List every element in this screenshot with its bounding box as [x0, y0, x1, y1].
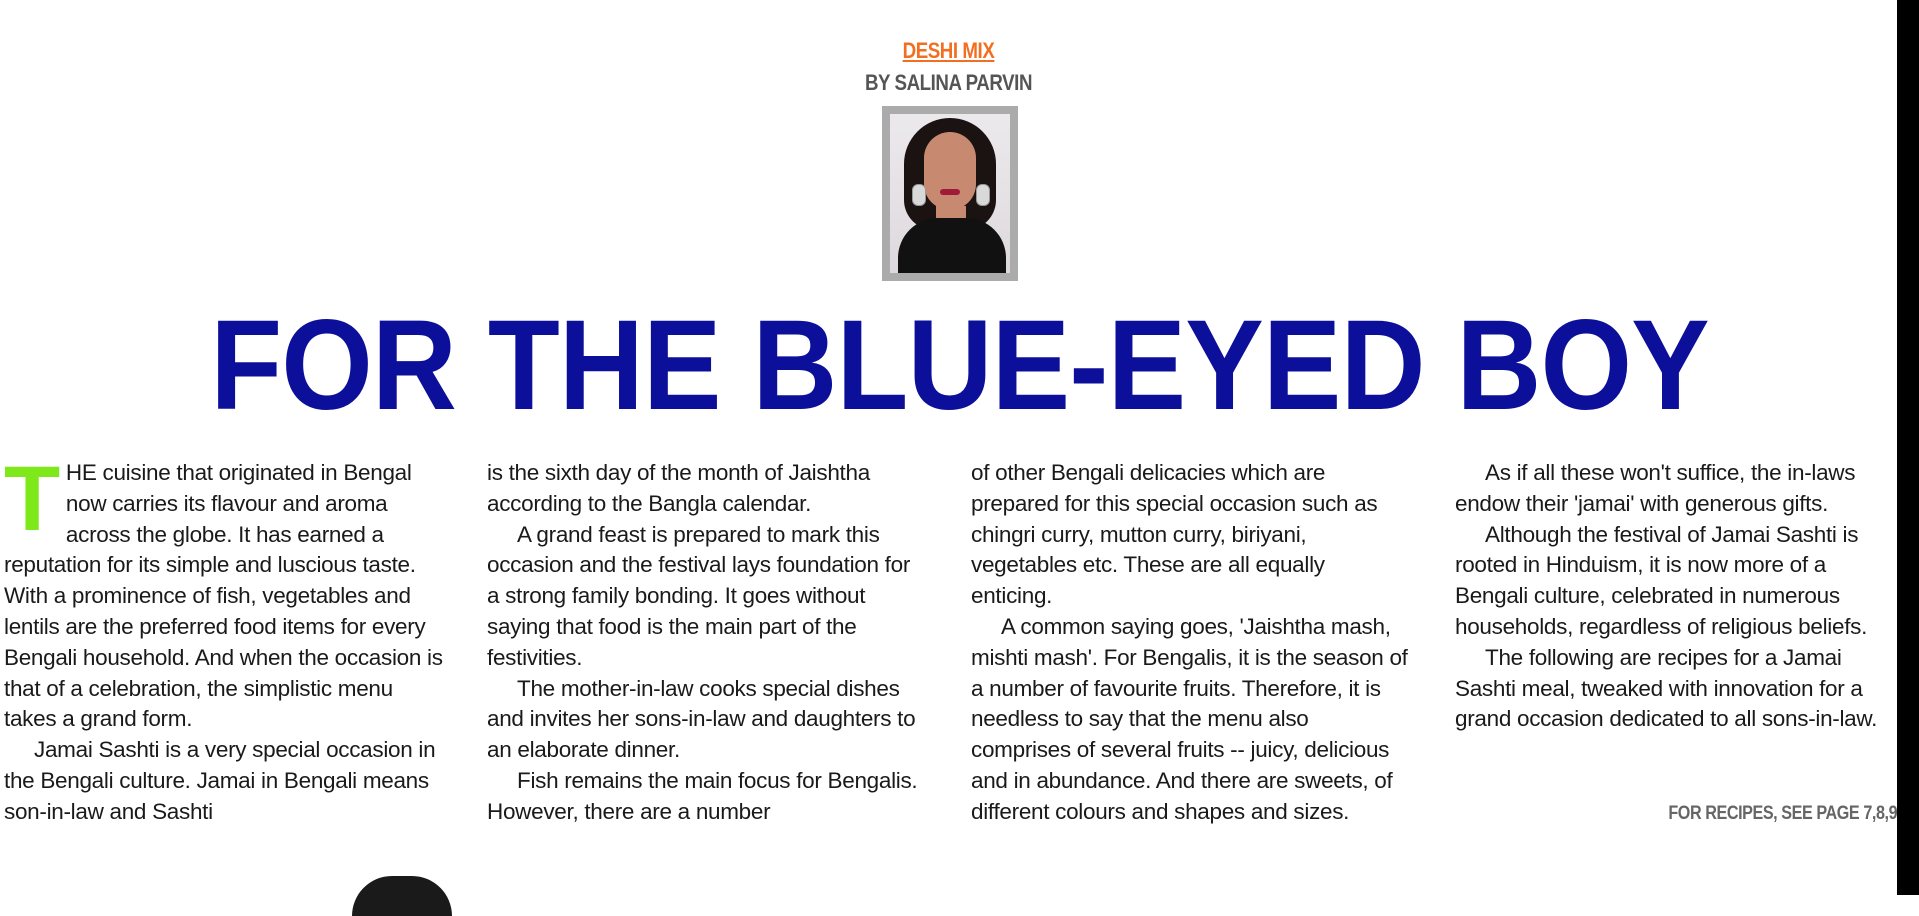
paragraph: As if all these won't suffice, the in-laws endow their 'jamai' with generous gifts.	[1455, 460, 1856, 516]
author-photo	[882, 106, 1018, 281]
paragraph: The following are recipes for a Jamai Sashti meal, tweaked with innovation for a grand occasion dedicated to all sons-in-law.	[1455, 644, 1878, 732]
recipes-page-reference[interactable]: FOR RECIPES, SEE PAGE 7,8,9	[1668, 803, 1897, 824]
author-portrait-image	[890, 114, 1010, 273]
paragraph: A common saying goes, 'Jaishtha mash, mishti mash'. For Bengalis, it is the season of a number of favourite fruits. Therefore, it is needless to say that the menu also comprises of several fruits -- juicy, delicious and in abundance. And there are sweets, of different colours and shapes and sizes.	[971, 613, 1408, 824]
paragraph: HE cuisine that originated in Bengal now carries its flavour and aroma across the globe. It has earned a reputation for its simple and luscious taste. With a prominence of fish, vegetables and lentils are the preferred food items for every Bengali household. And when the occasion is that of a celebration, the simplistic menu takes a grand form.	[4, 460, 443, 732]
drop-cap: T	[4, 448, 60, 550]
article-column-1	[4, 448, 444, 828]
page-edge-border	[1897, 0, 1919, 895]
article-column-4	[1455, 458, 1895, 735]
article-headline: FOR THE BLUE-EYED BOY	[210, 294, 1709, 437]
paragraph: of other Bengali delicacies which are prepared for this special occasion such as chingri curry, mutton curry, biriyani, vegetables etc. These are all equally enticing.	[971, 460, 1378, 609]
section-label[interactable]: DESHI MIX	[902, 38, 995, 63]
paragraph: Although the festival of Jamai Sashti is rooted in Hinduism, it is now more of a Bengali culture, celebrated in numerous households, regardless of religious beliefs.	[1455, 521, 1868, 639]
paragraph: Jamai Sashti is a very special occasion in the Bengali culture. Jamai in Bengali means son-in-law and Sashti	[4, 737, 436, 824]
paragraph: A grand feast is prepared to mark this occasion and the festival lays foundation for a strong family bonding. It goes without saying that food is the main part of the festivities.	[487, 521, 911, 670]
author-byline: BY SALINA PARVIN	[864, 70, 1033, 95]
article-column-2	[487, 458, 927, 828]
paragraph: The mother-in-law cooks special dishes and invites her sons-in-law and daughters to an elaborate dinner.	[487, 675, 916, 763]
article-column-3	[971, 458, 1411, 828]
cropped-photo	[352, 876, 452, 916]
paragraph: is the sixth day of the month of Jaishtha according to the Bangla calendar.	[487, 460, 870, 516]
paragraph: Fish remains the main focus for Bengalis. However, there are a number	[487, 767, 918, 824]
